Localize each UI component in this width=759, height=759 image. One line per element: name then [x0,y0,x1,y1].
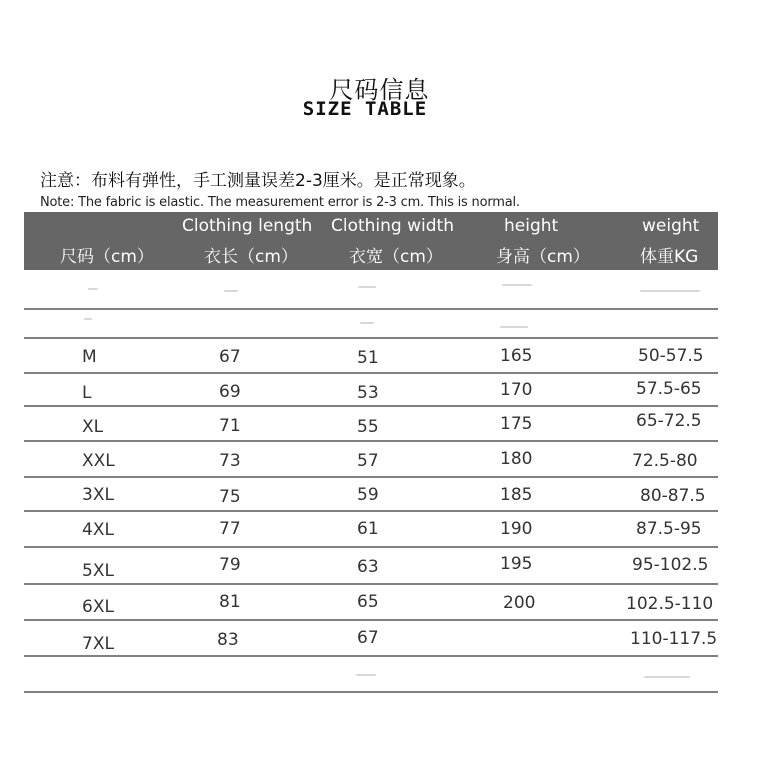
row-divider [24,691,718,693]
length-cell: 81 [219,592,241,612]
width-cell: 67 [357,628,379,648]
length-cell: 79 [219,555,241,575]
length-cell: 83 [217,630,239,650]
row-divider [24,476,718,478]
header-clothing-width-cn: 衣宽（cm） [349,247,443,267]
weight-cell: 87.5-95 [636,519,702,539]
header-size-cn: 尺码（cm） [60,247,154,267]
header-height-en: height [504,216,559,236]
weight-cell: 80-87.5 [640,486,706,506]
faint-mark [640,290,700,292]
width-cell: 63 [357,557,379,577]
height-cell: 165 [500,346,533,366]
faint-mark [88,288,98,290]
height-cell: 190 [500,519,533,539]
header-weight-en: weight [642,216,700,236]
row-divider [24,308,718,310]
width-cell: 65 [357,592,379,612]
row-divider [24,372,718,374]
title-chinese: 尺码信息 [329,76,430,104]
size-cell: 5XL [82,561,114,581]
length-cell: 67 [219,347,241,367]
width-cell: 53 [357,383,379,403]
weight-cell: 57.5-65 [636,379,702,399]
width-cell: 59 [357,485,379,505]
faint-mark [360,322,374,324]
size-cell: 4XL [82,520,114,540]
weight-cell: 95-102.5 [632,555,709,575]
height-cell: 175 [500,414,533,434]
faint-mark [224,290,238,292]
faint-mark [84,318,92,320]
title-english: SIZE TABLE [302,98,428,120]
height-cell: 180 [500,449,533,469]
faint-mark [644,676,690,678]
size-cell: 7XL [82,634,114,654]
row-divider [24,440,718,442]
row-divider [24,405,718,407]
height-cell: 200 [503,593,536,613]
height-cell: 170 [500,380,533,400]
size-table-header [24,212,718,270]
width-cell: 51 [357,348,379,368]
length-cell: 69 [219,382,241,402]
header-weight-cn: 体重KG [640,247,699,267]
width-cell: 61 [357,519,379,539]
weight-cell: 50-57.5 [638,346,704,366]
weight-cell: 72.5-80 [632,451,698,471]
length-cell: 77 [219,519,241,539]
width-cell: 55 [357,417,379,437]
weight-cell: 110-117.5 [630,629,718,649]
faint-mark [502,284,532,286]
row-divider [24,655,718,657]
size-cell: M [82,347,97,367]
length-cell: 73 [219,451,241,471]
row-divider [24,510,718,512]
row-divider [24,546,718,548]
size-cell: XXL [82,451,115,471]
row-divider [24,337,718,339]
height-cell: 185 [500,485,533,505]
header-height-cn: 身高（cm） [496,247,590,267]
row-divider [24,583,718,585]
length-cell: 71 [219,416,241,436]
size-cell: XL [82,417,104,437]
size-cell: 6XL [82,597,114,617]
note-chinese: 注意：布料有弹性，手工测量误差2-3厘米。是正常现象。 [40,171,476,191]
weight-cell: 65-72.5 [636,411,702,431]
faint-mark [358,286,376,288]
row-divider [24,619,718,621]
height-cell: 195 [500,554,533,574]
note-english: Note: The fabric is elastic. The measurement error is 2-3 cm. This is normal. [40,195,520,210]
header-clothing-length-cn: 衣长（cm） [204,247,298,267]
size-cell: L [82,383,92,403]
size-cell: 3XL [82,485,114,505]
header-clothing-length-en: Clothing length [182,216,313,236]
header-clothing-width-en: Clothing width [331,216,454,236]
width-cell: 57 [357,451,379,471]
length-cell: 75 [219,487,241,507]
weight-cell: 102.5-110 [626,594,714,614]
faint-mark [356,674,376,676]
faint-mark [500,326,528,328]
